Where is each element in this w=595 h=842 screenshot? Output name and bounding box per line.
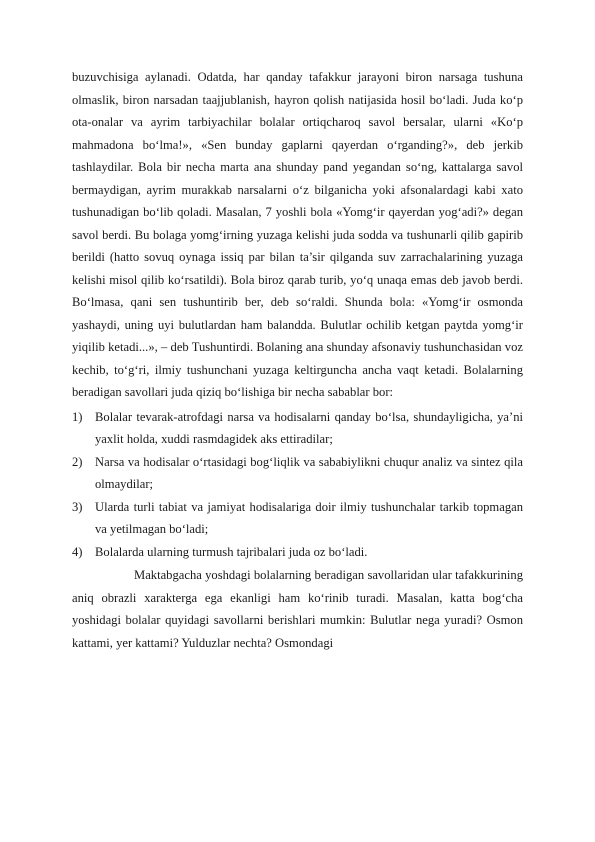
- reasons-list: [72, 406, 523, 564]
- document-page: [72, 66, 523, 654]
- list-item-text: Ularda turli tabiat va jamiyat hodisalariga doir ilmiy tushunchalar tarkib topmagan va yetilmagan bo‘ladi;: [95, 499, 523, 536]
- list-item: [72, 406, 523, 451]
- list-item: [72, 541, 523, 564]
- body-paragraph-indented: Maktabgacha yoshdagi bolalarning beradigan savollaridan ular tafakkurining aniq obrazli xarakterga ega ekanligi ham ko‘rinib turadi. Masalan, katta bog‘cha yoshidagi bolalar quyidagi savollarni berishlari mumkin: Bulutlar nega yuradi? Osmon kattami, yer kattami? Yulduzlar nechta? Osmondagi: [72, 568, 523, 650]
- list-item-number: 3): [72, 499, 83, 514]
- list-item: [72, 496, 523, 541]
- list-item-number: 2): [72, 454, 83, 469]
- body-paragraph: buzuvchisiga aylanadi. Odatda, har qanday tafakkur jarayoni biron narsaga tushuna olmaslik, biron narsadan taajjublanish, hayron qolish natijasida hosil bo‘ladi. Juda ko‘p ota-onalar va ayrim tarbiyachilar bolalar ortiqcharoq savol bersalar, ularni «Ko‘p mahmadona bo‘lma!», «Sen bunday gaplarni qayerdan o‘rganding?», deb jerkib tashlaydilar. Bola bir necha marta ana shunday pand yegandan so‘ng, kattalarga savol bermaydigan, ayrim murakkab narsalarni o‘z bilganicha yoki afsonalardagi kabi xato tushunadigan bo‘lib qoladi. Masalan, 7 yoshli bola «Yomg‘ir qayerdan yog‘adi?» degan savol berdi. Bu bolaga yomg‘irning yuzaga kelishi juda sodda va tushunarli qilib gapirib berildi (hatto sovuq oynaga issiq par bilan ta’sir qilganda suv zarrachalarining yuzaga kelishi misol qilib ko‘rsatildi). Bola biroz qarab turib, yo‘q unaqa emas deb javob berdi. Bo‘lmasa, qani sen tushuntirib ber, deb so‘raldi. Shunda bola: «Yomg‘ir osmonda yashaydi, uning uyi bulutlardan ham balandda. Bulutlar ochilib ketgan paytda yomg‘ir yiqilib ketadi...», – deb Tushuntirdi. Bolaning ana shunday afsonaviy tushunchasidan voz kechib, to‘g‘ri, ilmiy tushunchani yuzaga keltirguncha ancha vaqt ketadi. Bolalarning beradigan savollari juda qiziq bo‘lishiga bir necha sabablar bor:: [72, 70, 523, 399]
- list-item-text: Bolalarda ularning turmush tajribalari juda oz bo‘ladi.: [95, 544, 368, 559]
- list-item: [72, 451, 523, 496]
- list-item-number: 1): [72, 409, 83, 424]
- list-item-text: Bolalar tevarak-atrofdagi narsa va hodisalarni qanday bo‘lsa, shundayligicha, ya’ni yaxlit holda, xuddi rasmdagidek aks ettiradilar;: [95, 409, 523, 446]
- list-item-number: 4): [72, 544, 83, 559]
- list-item-text: Narsa va hodisalar o‘rtasidagi bog‘liqlik va sababiylikni chuqur analiz va sintez qila olmaydilar;: [95, 454, 523, 491]
